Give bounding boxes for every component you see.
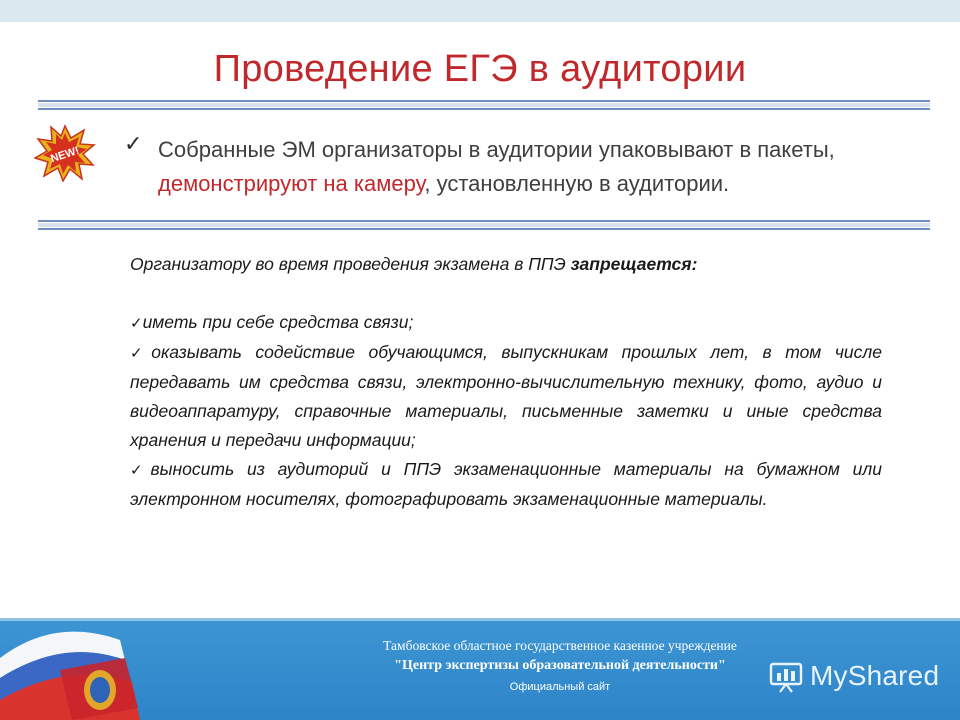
bottom-divider — [38, 220, 930, 230]
top-divider — [38, 100, 930, 110]
small-check-icon: ✓ — [130, 461, 151, 479]
presentation-board-icon — [768, 658, 804, 694]
org-info — [340, 636, 780, 698]
myshared-watermark — [768, 656, 939, 696]
small-check-icon: ✓ — [130, 344, 152, 362]
main-bullet-text — [158, 133, 918, 201]
slide-title: Проведение ЕГЭ в аудитории — [213, 48, 747, 90]
prohibitions-intro — [130, 250, 882, 279]
small-check-icon: ✓ — [130, 314, 143, 332]
official-site-label: Официальный сайт — [509, 681, 611, 693]
prohibitions-block — [130, 250, 882, 514]
intro-bold: запрещается: — [570, 254, 698, 274]
watermark-text: MyShared — [810, 660, 940, 691]
org-center-name: "Центр экспертизы образовательной деятельности" — [394, 658, 726, 673]
checkmark-icon: ✓ — [124, 132, 143, 157]
badge-label: NEW! — [49, 144, 81, 166]
flag-emblem-icon — [0, 618, 190, 720]
org-name-line: Тамбовское областное государственное казенное учреждение — [383, 638, 737, 653]
prohibition-item-text: оказывать содействие обучающимся, выпускникам прошлых лет, в том числе передавать им средства связи, электронно-вычислительную технику, фото, аудио и видеоаппаратуру, справочные материалы, письменные заметки и иные средства хранения и передачи информации; — [130, 342, 882, 450]
prohibition-item-text: выносить из аудиторий и ППЭ экзаменационные материалы на бумажном или электронном носителях, фотографировать экзаменационные материалы. — [130, 459, 882, 509]
main-bullet-part1: Собранные ЭМ организаторы в аудитории упаковывают в пакеты, — [158, 137, 835, 162]
main-bullet-part2: , установленную в аудитории. — [424, 171, 730, 196]
prohibition-item-text: иметь при себе средства связи; — [142, 312, 414, 332]
prohibition-item — [130, 338, 882, 455]
top-strip — [0, 0, 960, 22]
prohibition-item — [130, 455, 882, 514]
prohibition-item — [130, 308, 882, 338]
intro-text: Организатору во время проведения экзамена в ППЭ — [130, 254, 571, 274]
new-starburst-icon — [34, 124, 96, 182]
main-bullet-highlight: демонстрируют на камеру — [158, 171, 425, 196]
footer-banner — [0, 618, 960, 720]
